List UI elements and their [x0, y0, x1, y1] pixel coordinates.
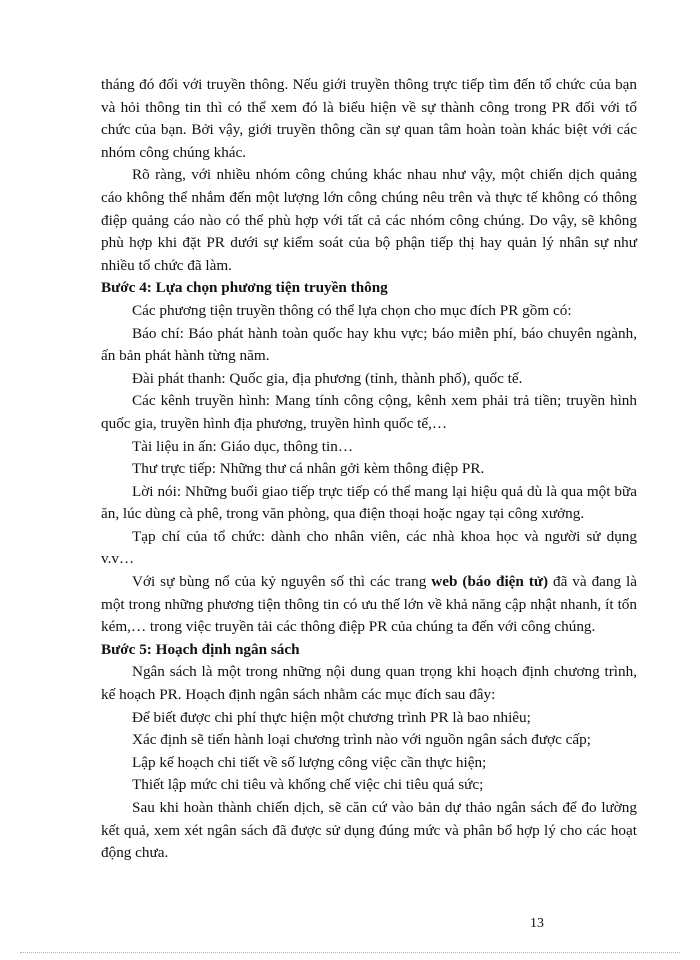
- paragraph: Xác định sẽ tiến hành loại chương trình nào với nguồn ngân sách được cấp;: [132, 731, 591, 749]
- paragraph: Lời nói: Những buổi giao tiếp trực tiếp có thể mang lại hiệu quả dù là qua một bữa ăn, lúc dùng cà phê, trong văn phòng, qua điện thoại hoặc ngay tại công xưởng.: [101, 482, 637, 523]
- bold-text: web (báo điện tử): [431, 573, 549, 591]
- paragraph: Lập kế hoạch chi tiết về số lượng công việc cần thực hiện;: [132, 753, 487, 771]
- paragraph-text: Với sự bùng nổ của kỷ nguyên số thì các trang: [132, 573, 432, 591]
- paragraph-continued: tháng đó đối với truyền thông. Nếu giới truyền thông trực tiếp tìm đến tổ chức của bạn và hỏi thông tin thì có thể xem đó là biểu hiện về sự thành công trong PR đối với tổ chức của bạn. Bởi vậy, giới truyền thông cần sự quan tâm hoàn toàn khác biệt với các nhóm công chúng khác.: [101, 76, 637, 161]
- paragraph: Tạp chí của tổ chức: dành cho nhân viên, các nhà khoa học và người sử dụng v.v…: [101, 527, 637, 568]
- paragraph: Các phương tiện truyền thông có thể lựa chọn cho mục đích PR gồm có:: [132, 301, 572, 319]
- paragraph: Ngân sách là một trong những nội dung quan trọng khi hoạch định chương trình, kế hoạch PR. Hoạch định ngân sách nhằm các mục đích sau đây:: [101, 663, 637, 704]
- section-heading-step-4: Bước 4: Lựa chọn phương tiện truyền thông: [101, 279, 388, 297]
- section-heading-step-5: Bước 5: Hoạch định ngân sách: [101, 640, 300, 658]
- page-body: [101, 74, 637, 865]
- paragraph: Thư trực tiếp: Những thư cá nhân gởi kèm thông điệp PR.: [132, 460, 485, 478]
- paragraph: Tài liệu in ấn: Giáo dục, thông tin…: [132, 437, 354, 455]
- paragraph: Đài phát thanh: Quốc gia, địa phương (tỉnh, thành phố), quốc tế.: [132, 369, 523, 387]
- page-bottom-divider: [20, 952, 680, 953]
- paragraph: Thiết lập mức chi tiêu và khống chế việc chi tiêu quá sức;: [132, 776, 484, 794]
- paragraph: Rõ ràng, với nhiều nhóm công chúng khác nhau như vậy, một chiến dịch quảng cáo không thể nhắm đến một lượng lớn công chúng nêu trên và thực tế không có thông điệp quảng cáo nào có thể phù hợp với tất cả các nhóm công chúng. Do vậy, sẽ không phù hợp khi đặt PR dưới sự kiểm soát của bộ phận tiếp thị hay quản lý nhân sự như nhiều tổ chức đã làm.: [101, 166, 637, 274]
- paragraph-text: đã và đang là một trong những phương tiện thông tin có ưu thế lớn về khả năng cập nhật nhanh, ít tốn kém,… trong việc truyền tải các thông điệp PR của chúng ta đến với công chúng.: [101, 573, 637, 636]
- page-number: 13: [530, 916, 544, 931]
- paragraph: Sau khi hoàn thành chiến dịch, sẽ căn cứ vào bản dự thảo ngân sách để đo lường kết quả, xem xét ngân sách đã được sử dụng đúng mức và phân bổ hợp lý cho các hoạt động chưa.: [101, 799, 637, 862]
- paragraph: Để biết được chi phí thực hiện một chương trình PR là bao nhiêu;: [132, 708, 531, 726]
- paragraph: Các kênh truyền hình: Mang tính công cộng, kênh xem phải trả tiền; truyền hình quốc gia, truyền hình địa phương, truyền hình quốc tế,…: [101, 392, 637, 432]
- paragraph-web: [101, 571, 637, 639]
- paragraph: Báo chí: Báo phát hành toàn quốc hay khu vực; báo miễn phí, báo chuyên ngành, ấn bản phát hành từng năm.: [101, 324, 637, 365]
